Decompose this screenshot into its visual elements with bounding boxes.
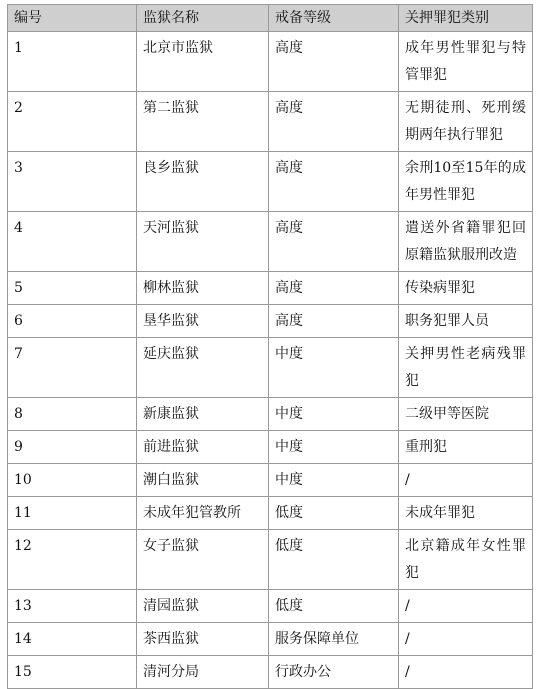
cell-inmate-category: 遣送外省籍罪犯回原籍监狱服刑改造	[399, 212, 533, 272]
cell-security-level: 低度	[269, 497, 399, 530]
cell-id: 4	[8, 212, 137, 272]
cell-id: 11	[8, 497, 137, 530]
cell-id: 12	[8, 530, 137, 590]
table-row	[8, 92, 533, 152]
cell-inmate-category: 未成年罪犯	[399, 497, 533, 530]
table-row	[8, 152, 533, 212]
table-body	[8, 32, 533, 689]
cell-inmate-category: /	[399, 590, 533, 623]
table-row	[8, 530, 533, 590]
cell-inmate-category: 关押男性老病残罪犯	[399, 338, 533, 398]
table-row	[8, 398, 533, 431]
cell-id: 10	[8, 464, 137, 497]
table-row	[8, 32, 533, 92]
cell-prison-name: 垦华监狱	[137, 305, 269, 338]
cell-security-level: 中度	[269, 464, 399, 497]
cell-inmate-category: /	[399, 464, 533, 497]
cell-id: 6	[8, 305, 137, 338]
cell-security-level: 高度	[269, 92, 399, 152]
cell-prison-name: 延庆监狱	[137, 338, 269, 398]
table-row	[8, 305, 533, 338]
header-id: 编号	[8, 5, 137, 32]
cell-security-level: 高度	[269, 152, 399, 212]
cell-inmate-category: 成年男性罪犯与特管罪犯	[399, 32, 533, 92]
cell-prison-name: 清河分局	[137, 656, 269, 689]
cell-id: 3	[8, 152, 137, 212]
cell-security-level: 中度	[269, 398, 399, 431]
table-row	[8, 497, 533, 530]
cell-security-level: 低度	[269, 530, 399, 590]
header-prison-name: 监狱名称	[137, 5, 269, 32]
header-inmate-category: 关押罪犯类别	[399, 5, 533, 32]
cell-prison-name: 新康监狱	[137, 398, 269, 431]
table-header-row	[8, 5, 533, 32]
table-row	[8, 431, 533, 464]
cell-id: 7	[8, 338, 137, 398]
table-row	[8, 338, 533, 398]
cell-prison-name: 前进监狱	[137, 431, 269, 464]
cell-prison-name: 良乡监狱	[137, 152, 269, 212]
cell-prison-name: 潮白监狱	[137, 464, 269, 497]
cell-security-level: 低度	[269, 590, 399, 623]
cell-id: 15	[8, 656, 137, 689]
header-security-level: 戒备等级	[269, 5, 399, 32]
cell-inmate-category: /	[399, 656, 533, 689]
cell-security-level: 中度	[269, 431, 399, 464]
cell-id: 13	[8, 590, 137, 623]
cell-prison-name: 柳林监狱	[137, 272, 269, 305]
cell-id: 1	[8, 32, 137, 92]
cell-inmate-category: 重刑犯	[399, 431, 533, 464]
table-row	[8, 464, 533, 497]
cell-id: 5	[8, 272, 137, 305]
cell-id: 9	[8, 431, 137, 464]
table-row	[8, 212, 533, 272]
cell-security-level: 中度	[269, 338, 399, 398]
cell-prison-name: 女子监狱	[137, 530, 269, 590]
cell-inmate-category: 二级甲等医院	[399, 398, 533, 431]
cell-inmate-category: 传染病罪犯	[399, 272, 533, 305]
cell-security-level: 高度	[269, 32, 399, 92]
cell-inmate-category: /	[399, 623, 533, 656]
cell-inmate-category: 无期徒刑、死刑缓期两年执行罪犯	[399, 92, 533, 152]
cell-inmate-category: 职务犯罪人员	[399, 305, 533, 338]
table-row	[8, 656, 533, 689]
cell-prison-name: 未成年犯管教所	[137, 497, 269, 530]
cell-security-level: 高度	[269, 305, 399, 338]
cell-prison-name: 茶西监狱	[137, 623, 269, 656]
cell-id: 8	[8, 398, 137, 431]
cell-inmate-category: 余刑10至15年的成年男性罪犯	[399, 152, 533, 212]
cell-security-level: 高度	[269, 212, 399, 272]
cell-id: 2	[8, 92, 137, 152]
table-row	[8, 623, 533, 656]
cell-prison-name: 北京市监狱	[137, 32, 269, 92]
prison-table	[7, 4, 533, 689]
cell-id: 14	[8, 623, 137, 656]
table-row	[8, 590, 533, 623]
cell-prison-name: 第二监狱	[137, 92, 269, 152]
cell-prison-name: 天河监狱	[137, 212, 269, 272]
cell-security-level: 高度	[269, 272, 399, 305]
cell-prison-name: 清园监狱	[137, 590, 269, 623]
cell-inmate-category: 北京籍成年女性罪犯	[399, 530, 533, 590]
cell-security-level: 服务保障单位	[269, 623, 399, 656]
cell-security-level: 行政办公	[269, 656, 399, 689]
table-row	[8, 272, 533, 305]
